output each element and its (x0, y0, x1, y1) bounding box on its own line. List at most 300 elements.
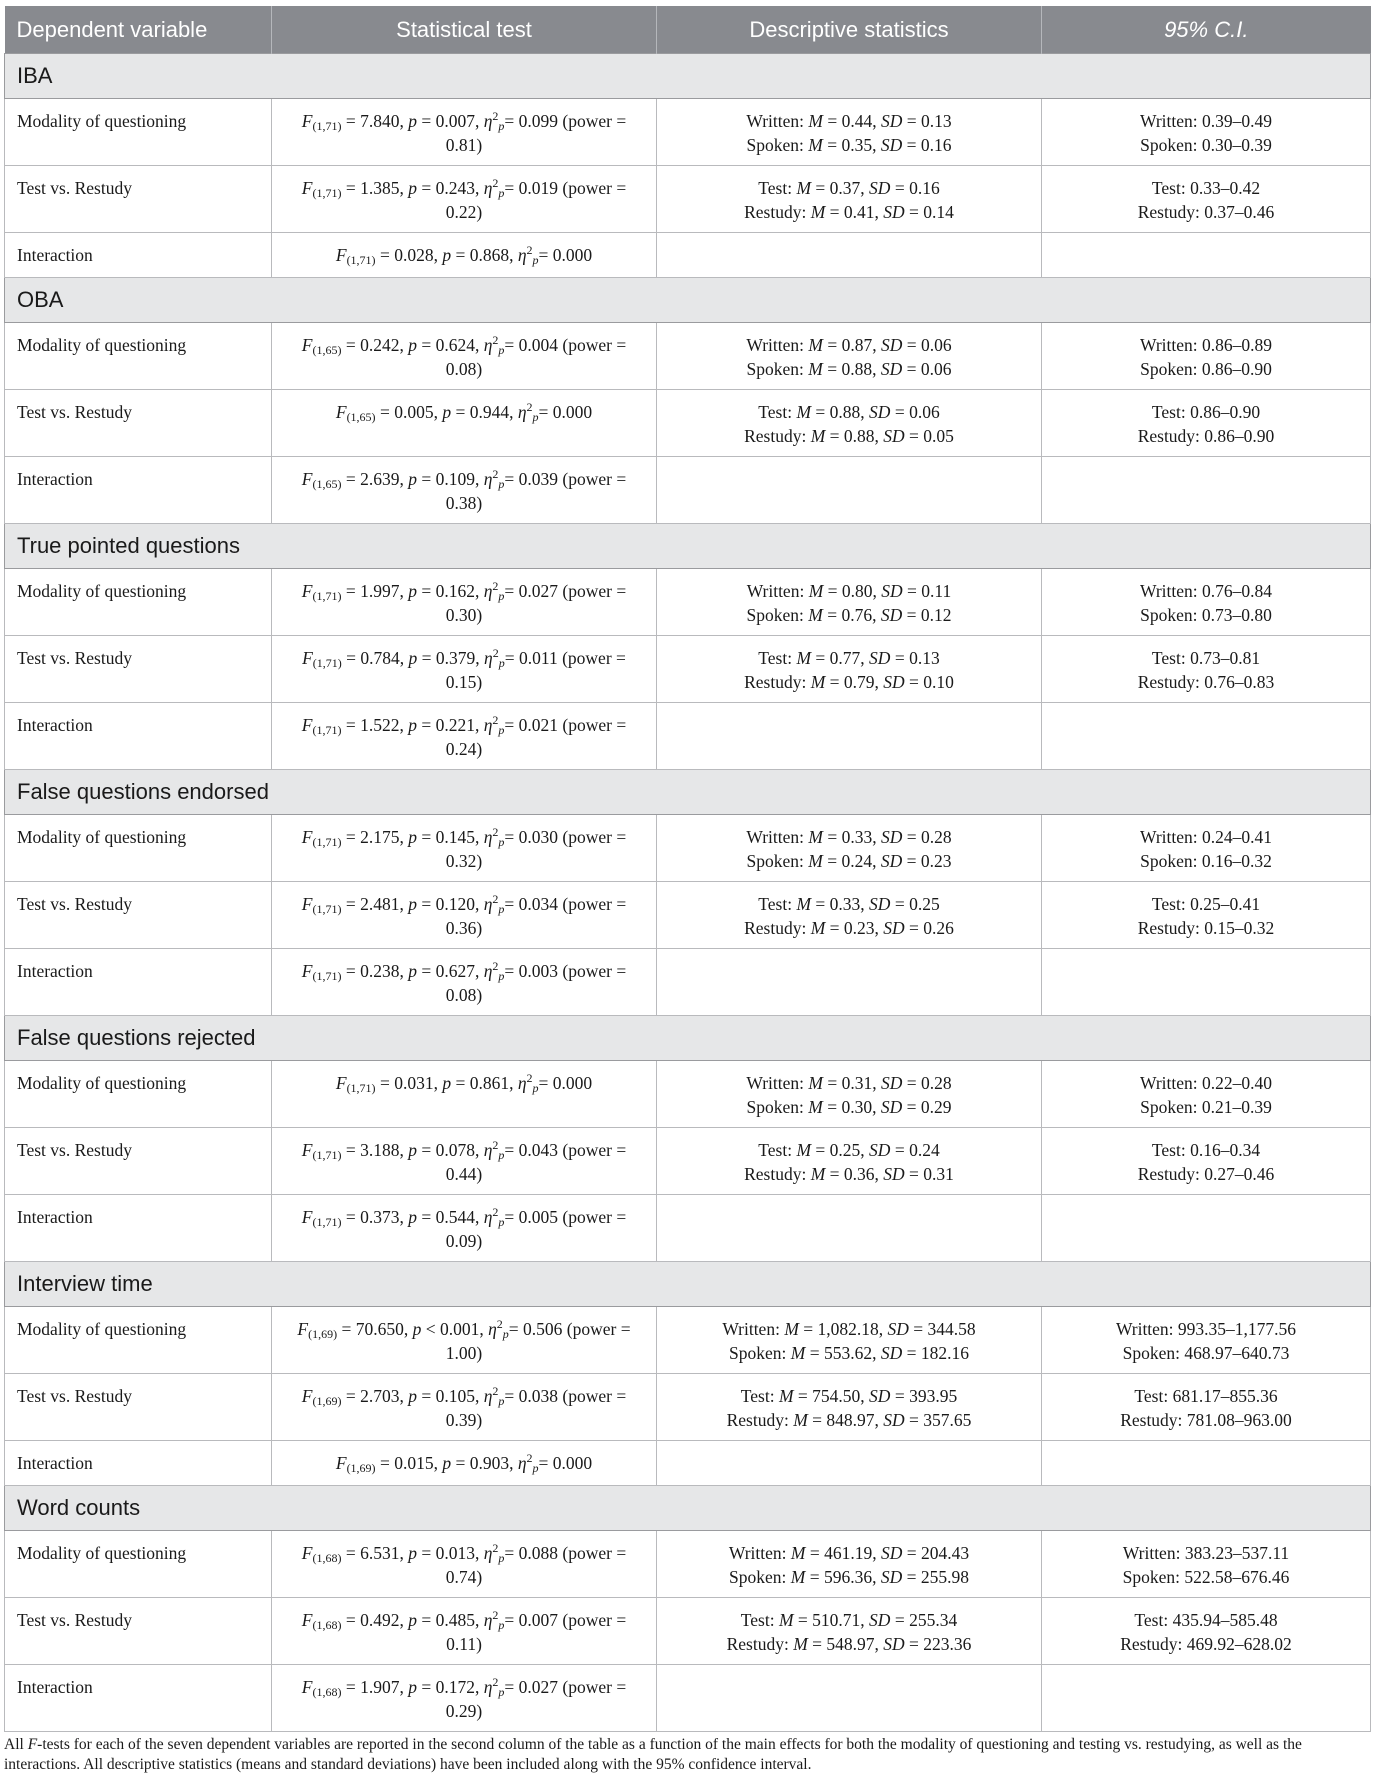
section-row (5, 524, 1371, 569)
p-operator: = (455, 402, 466, 422)
confidence-interval-cell (1042, 636, 1371, 703)
mean-value: 0.77 (829, 648, 861, 668)
f-value: 0.784 (360, 648, 400, 668)
p-operator: = (421, 111, 432, 131)
f-symbol: F (301, 827, 313, 847)
group-name: Test (758, 894, 788, 914)
table-row (5, 1307, 1371, 1374)
statistical-test-cell: $F_{(1,71)} = 0.031$, p = 0.861, $\eta^2_p= 0.000$ (272, 1061, 657, 1128)
eta-value: 0.007 (518, 1610, 559, 1630)
f-symbol: F (301, 961, 313, 981)
f-value: 3.188 (360, 1140, 400, 1160)
p-symbol: p (442, 245, 452, 265)
ci-line: Restudy: 0.15–0.32 (1137, 918, 1275, 938)
group-name: Spoken (746, 605, 800, 625)
section-title: True pointed questions (5, 524, 1371, 569)
p-operator: = (421, 1386, 432, 1406)
mean-value: 0.30 (841, 1097, 873, 1117)
p-operator: = (421, 961, 432, 981)
group-name: Written (728, 1543, 782, 1563)
m-symbol: M (778, 1610, 794, 1630)
descriptive-statistics-cell (657, 569, 1042, 636)
header-descriptive-statistics: Descriptive statistics (657, 6, 1042, 54)
p-value: 0.544 (435, 1207, 475, 1227)
group-name: Test (758, 1140, 788, 1160)
degrees-of-freedom: (1,71) (312, 589, 342, 603)
sd-value: 0.06 (909, 402, 940, 422)
descriptive-statistics-cell (657, 1531, 1042, 1598)
row-label: Modality of questioning (5, 569, 272, 636)
descriptive-line: Test: M = 0.77, SD = 0.13 (758, 648, 940, 668)
power-value: 0.74 (445, 1567, 477, 1587)
power-value: 0.08 (445, 985, 477, 1005)
confidence-interval-cell (1042, 1128, 1371, 1195)
confidence-interval-cell (1042, 1598, 1371, 1665)
m-symbol: M (808, 827, 823, 847)
group-name: Spoken (746, 135, 800, 155)
eta-symbol: $\eta^2_p$ (483, 1541, 505, 1565)
descriptive-line: Spoken: M = 553.62, SD = 182.16 (729, 1343, 969, 1363)
eta-symbol: $\eta^2_p$ (483, 959, 505, 983)
ci-line: Written: 383.23–537.11 (1122, 1543, 1290, 1563)
header-statistical-test: Statistical test (272, 6, 657, 54)
section-row (5, 54, 1371, 99)
statistical-test-cell: $F_{(1,68)} = 6.531$, p = 0.013, $\eta^2_p= 0.088$ (power = 0.74) (272, 1531, 657, 1598)
m-symbol: M (796, 402, 812, 422)
eta-value: 0.506 (523, 1319, 563, 1339)
table-row (5, 390, 1371, 457)
group-name: Test (740, 1386, 770, 1406)
ci-line: Written: 993.35–1,177.56 (1115, 1319, 1297, 1339)
p-value: 0.624 (435, 335, 475, 355)
group-name: Written (746, 827, 800, 847)
group-name: Spoken (746, 1097, 800, 1117)
power-value: 0.29 (445, 1701, 477, 1721)
f-value: 0.373 (360, 1207, 400, 1227)
row-label: Interaction (5, 1195, 272, 1262)
power-value: 0.24 (445, 739, 477, 759)
p-value: 0.944 (469, 402, 510, 422)
p-value: 0.078 (435, 1140, 475, 1160)
descriptive-statistics-cell (657, 1374, 1042, 1441)
statistical-test-cell: $F_{(1,71)} = 2.481$, p = 0.120, $\eta^2_p= 0.034$ (power = 0.36) (272, 882, 657, 949)
descriptive-line: Restudy: M = 0.41, SD = 0.14 (744, 202, 954, 222)
p-value: 0.109 (435, 469, 475, 489)
ci-line: Spoken: 522.58–676.46 (1122, 1567, 1290, 1587)
descriptive-line: Written: M = 1,082.18, SD = 344.58 (722, 1319, 976, 1339)
descriptive-line: Restudy: M = 0.36, SD = 0.31 (744, 1164, 954, 1184)
p-value: 0.627 (435, 961, 475, 981)
p-operator: = (421, 469, 432, 489)
p-value: 0.001 (439, 1319, 480, 1339)
sd-symbol: SD (880, 135, 903, 155)
eta-value: 0.039 (518, 469, 559, 489)
p-value: 0.243 (435, 178, 475, 198)
descriptive-statistics-cell (657, 390, 1042, 457)
descriptive-statistics-cell (657, 1128, 1042, 1195)
m-symbol: M (808, 111, 823, 131)
footnote-text: -tests for each of the seven dependent variables are reported in the second column of the table as a function of the main effects for both the modality of questioning and testing vs. restudying, as well as the interactions. All descriptive statistics (means and standard deviations) have been included along with the 95% confidence interval. (4, 1736, 1302, 1773)
descriptive-line: Test: M = 0.33, SD = 0.25 (758, 894, 940, 914)
m-symbol: M (808, 851, 823, 871)
statistical-test-cell: $F_{(1,65)} = 0.242$, p = 0.624, $\eta^2_p= 0.004$ (power = 0.08) (272, 323, 657, 390)
eta-symbol: $\eta^2_p$ (483, 713, 505, 737)
p-operator: = (421, 335, 432, 355)
section-row (5, 1016, 1371, 1061)
sd-value: 223.36 (923, 1634, 972, 1654)
mean-value: 0.36 (843, 1164, 875, 1184)
ci-line: Spoken: 0.86–0.90 (1140, 359, 1272, 379)
row-label: Interaction (5, 1665, 272, 1732)
m-symbol: M (784, 1319, 799, 1339)
sd-value: 0.10 (923, 672, 954, 692)
p-symbol: p (408, 648, 418, 668)
degrees-of-freedom: (1,71) (312, 969, 342, 983)
f-symbol: F (301, 1677, 313, 1697)
descriptive-line: Restudy: M = 0.23, SD = 0.26 (744, 918, 954, 938)
m-symbol: M (810, 426, 826, 446)
ci-line: Restudy: 0.76–0.83 (1137, 672, 1275, 692)
sd-value: 344.58 (927, 1319, 976, 1339)
header-row (5, 6, 1371, 54)
degrees-of-freedom: (1,71) (312, 902, 342, 916)
descriptive-statistics-cell (657, 323, 1042, 390)
eta-value: 0.000 (552, 1453, 593, 1473)
sd-value: 0.13 (920, 111, 952, 131)
f-value: 0.015 (394, 1453, 434, 1473)
m-symbol: M (810, 672, 826, 692)
descriptive-statistics-cell (657, 1441, 1042, 1486)
eta-value: 0.034 (518, 894, 559, 914)
statistical-test-cell: $F_{(1,69)} = 0.015$, p = 0.903, $\eta^2_p= 0.000$ (272, 1441, 657, 1486)
p-symbol: p (408, 581, 417, 601)
degrees-of-freedom: (1,71) (312, 656, 342, 670)
eta-symbol: $\eta^2_p$ (483, 176, 505, 200)
ci-line: Test: 681.17–855.36 (1134, 1386, 1278, 1406)
confidence-interval-cell (1042, 815, 1371, 882)
eta-value: 0.003 (518, 961, 559, 981)
table-row (5, 882, 1371, 949)
descriptive-line: Spoken: M = 596.36, SD = 255.98 (729, 1567, 969, 1587)
eta-value: 0.000 (552, 245, 593, 265)
f-value: 0.005 (394, 402, 434, 422)
m-symbol: M (793, 1410, 808, 1430)
sd-value: 0.24 (909, 1140, 940, 1160)
descriptive-statistics-cell (657, 1195, 1042, 1262)
descriptive-line: Test: M = 754.50, SD = 393.95 (740, 1386, 958, 1406)
m-symbol: M (808, 1073, 823, 1093)
row-label: Modality of questioning (5, 1531, 272, 1598)
descriptive-line: Written: M = 461.19, SD = 204.43 (728, 1543, 970, 1563)
sd-value: 0.25 (909, 894, 940, 914)
sd-value: 0.14 (923, 202, 954, 222)
p-operator: = (421, 1543, 432, 1563)
f-value: 1.522 (360, 715, 400, 735)
table-row (5, 1665, 1371, 1732)
sd-symbol: SD (883, 672, 905, 692)
eta-symbol: $\eta^2_p$ (483, 825, 505, 849)
f-symbol: F (301, 469, 313, 489)
table-row (5, 1128, 1371, 1195)
group-name: Restudy (726, 1410, 784, 1430)
degrees-of-freedom: (1,68) (312, 1618, 342, 1632)
power-value: 0.38 (445, 493, 477, 513)
ci-line: Spoken: 0.16–0.32 (1140, 851, 1272, 871)
mean-value: 1,082.18 (817, 1319, 879, 1339)
p-value: 0.221 (435, 715, 475, 735)
p-value: 0.868 (469, 245, 510, 265)
degrees-of-freedom: (1,65) (346, 410, 376, 424)
sd-symbol: SD (869, 178, 891, 198)
descriptive-line: Spoken: M = 0.88, SD = 0.06 (746, 359, 952, 379)
group-name: Restudy (744, 672, 802, 692)
row-label: Test vs. Restudy (5, 1128, 272, 1195)
descriptive-statistics-cell (657, 166, 1042, 233)
table-row (5, 815, 1371, 882)
descriptive-line: Written: M = 0.80, SD = 0.11 (746, 581, 952, 601)
degrees-of-freedom: (1,71) (346, 1081, 376, 1095)
eta-symbol: $\eta^2_p$ (517, 1451, 539, 1475)
descriptive-line: Test: M = 510.71, SD = 255.34 (740, 1610, 958, 1630)
sd-value: 0.28 (920, 827, 952, 847)
p-value: 0.162 (435, 581, 475, 601)
row-label: Interaction (5, 457, 272, 524)
mean-value: 0.33 (829, 894, 861, 914)
table-row (5, 323, 1371, 390)
mean-value: 0.87 (841, 335, 873, 355)
table-header (5, 6, 1371, 54)
f-value: 0.492 (360, 1610, 400, 1630)
f-symbol: F (335, 1453, 347, 1473)
ci-line: Test: 0.73–0.81 (1151, 648, 1261, 668)
eta-symbol: $\eta^2_p$ (517, 400, 539, 424)
p-value: 0.105 (435, 1386, 475, 1406)
p-operator: = (421, 1140, 432, 1160)
eta-value: 0.088 (518, 1543, 559, 1563)
sd-value: 357.65 (923, 1410, 972, 1430)
group-name: Written (746, 581, 800, 601)
table-row (5, 569, 1371, 636)
m-symbol: M (790, 1543, 806, 1563)
f-symbol: F (335, 402, 347, 422)
group-name: Spoken (729, 1567, 782, 1587)
row-label: Test vs. Restudy (5, 166, 272, 233)
confidence-interval-cell (1042, 166, 1371, 233)
statistical-test-cell: $F_{(1,71)} = 0.784$, p = 0.379, $\eta^2_p= 0.011$ (power = 0.15) (272, 636, 657, 703)
sd-value: 0.06 (920, 335, 952, 355)
group-name: Written (722, 1319, 776, 1339)
degrees-of-freedom: (1,71) (312, 119, 342, 133)
degrees-of-freedom: (1,71) (312, 186, 342, 200)
header-dependent-variable: Dependent variable (5, 6, 272, 54)
eta-symbol: $\eta^2_p$ (483, 109, 505, 133)
f-symbol: F (301, 178, 313, 198)
mean-value: 0.33 (841, 827, 873, 847)
confidence-interval-cell (1042, 703, 1371, 770)
statistical-test-cell: $F_{(1,71)} = 3.188$, p = 0.078, $\eta^2_p= 0.043$ (power = 0.44) (272, 1128, 657, 1195)
sd-symbol: SD (883, 918, 905, 938)
m-symbol: M (808, 335, 823, 355)
eta-value: 0.043 (518, 1140, 559, 1160)
table-row (5, 1061, 1371, 1128)
power-value: 0.30 (445, 605, 477, 625)
statistical-test-cell: $F_{(1,69)} = 2.703$, p = 0.105, $\eta^2_p= 0.038$ (power = 0.39) (272, 1374, 657, 1441)
group-name: Written (746, 335, 800, 355)
power-value: 0.15 (445, 672, 477, 692)
f-value: 1.385 (360, 178, 400, 198)
group-name: Spoken (746, 359, 800, 379)
p-symbol: p (408, 469, 417, 489)
table-row (5, 457, 1371, 524)
eta-symbol: $\eta^2_p$ (483, 1608, 505, 1632)
descriptive-line: Test: M = 0.37, SD = 0.16 (758, 178, 940, 198)
row-label: Test vs. Restudy (5, 636, 272, 703)
f-symbol: F (301, 894, 313, 914)
group-name: Restudy (744, 202, 802, 222)
degrees-of-freedom: (1,69) (312, 1394, 342, 1408)
descriptive-line: Written: M = 0.44, SD = 0.13 (746, 111, 952, 131)
statistical-test-cell: $F_{(1,69)} = 70.650$, p < 0.001, $\eta^2_p= 0.506$ (power = 1.00) (272, 1307, 657, 1374)
p-operator: < (425, 1319, 436, 1339)
descriptive-line: Spoken: M = 0.76, SD = 0.12 (746, 605, 952, 625)
sd-value: 0.12 (920, 605, 952, 625)
sd-symbol: SD (880, 1073, 903, 1093)
p-operator: = (421, 178, 432, 198)
descriptive-statistics-cell (657, 1665, 1042, 1732)
m-symbol: M (778, 1386, 794, 1406)
row-label: Test vs. Restudy (5, 1374, 272, 1441)
table-row (5, 636, 1371, 703)
confidence-interval-cell (1042, 457, 1371, 524)
descriptive-line: Restudy: M = 0.88, SD = 0.05 (744, 426, 954, 446)
f-symbol: F (301, 335, 313, 355)
mean-value: 461.19 (824, 1543, 873, 1563)
eta-symbol: $\eta^2_p$ (483, 579, 505, 603)
mean-value: 848.97 (826, 1410, 875, 1430)
row-label: Interaction (5, 949, 272, 1016)
descriptive-statistics-cell (657, 703, 1042, 770)
descriptive-line: Restudy: M = 0.79, SD = 0.10 (744, 672, 954, 692)
degrees-of-freedom: (1,65) (312, 343, 342, 357)
section-title: OBA (5, 278, 1371, 323)
f-value: 2.639 (360, 469, 400, 489)
sd-value: 0.06 (920, 359, 952, 379)
sd-symbol: SD (880, 827, 903, 847)
descriptive-line: Spoken: M = 0.35, SD = 0.16 (746, 135, 952, 155)
eta-value: 0.027 (518, 1677, 559, 1697)
p-symbol: p (408, 827, 417, 847)
power-value: 0.09 (445, 1231, 477, 1251)
f-value: 1.997 (360, 581, 400, 601)
group-name: Restudy (726, 1634, 784, 1654)
sd-symbol: SD (869, 648, 891, 668)
section-row (5, 1486, 1371, 1531)
f-value: 6.531 (360, 1543, 400, 1563)
p-symbol: p (442, 1453, 452, 1473)
group-name: Restudy (744, 426, 802, 446)
descriptive-line: Restudy: M = 548.97, SD = 223.36 (726, 1634, 972, 1654)
group-name: Test (758, 178, 788, 198)
p-value: 0.145 (435, 827, 475, 847)
confidence-interval-cell (1042, 1374, 1371, 1441)
sd-symbol: SD (883, 202, 905, 222)
mean-value: 0.23 (843, 918, 875, 938)
m-symbol: M (796, 894, 812, 914)
f-symbol: F (301, 1543, 313, 1563)
f-value: 2.481 (360, 894, 400, 914)
mean-value: 0.88 (829, 402, 861, 422)
row-label: Modality of questioning (5, 99, 272, 166)
statistical-test-cell: $F_{(1,71)} = 7.840$, p = 0.007, $\eta^2_p= 0.099$ (power = 0.81) (272, 99, 657, 166)
degrees-of-freedom: (1,68) (312, 1551, 342, 1565)
f-symbol: F (335, 1073, 347, 1093)
table-row (5, 949, 1371, 1016)
eta-value: 0.099 (518, 111, 559, 131)
group-name: Test (758, 402, 788, 422)
row-label: Interaction (5, 233, 272, 278)
statistical-test-cell: $F_{(1,68)} = 1.907$, p = 0.172, $\eta^2_p= 0.027$ (power = 0.29) (272, 1665, 657, 1732)
p-operator: = (421, 715, 432, 735)
group-name: Test (740, 1610, 770, 1630)
descriptive-statistics-cell (657, 636, 1042, 703)
confidence-interval-cell (1042, 1441, 1371, 1486)
p-operator: = (421, 1677, 432, 1697)
power-value: 0.32 (445, 851, 477, 871)
group-name: Written (746, 1073, 800, 1093)
f-value: 7.840 (360, 111, 400, 131)
m-symbol: M (808, 1097, 823, 1117)
mean-value: 0.24 (841, 851, 873, 871)
confidence-interval-cell (1042, 99, 1371, 166)
eta-value: 0.004 (518, 335, 559, 355)
p-symbol: p (408, 1386, 417, 1406)
p-symbol: p (408, 335, 417, 355)
p-value: 0.007 (435, 111, 475, 131)
mean-value: 0.76 (841, 605, 873, 625)
ci-line: Test: 435.94–585.48 (1134, 1610, 1278, 1630)
eta-value: 0.027 (518, 581, 559, 601)
m-symbol: M (808, 135, 823, 155)
sd-symbol: SD (869, 1386, 891, 1406)
descriptive-line: Test: M = 0.88, SD = 0.06 (758, 402, 940, 422)
sd-value: 0.13 (909, 648, 940, 668)
f-symbol: F (301, 1140, 313, 1160)
statistical-test-cell: $F_{(1,71)} = 1.997$, p = 0.162, $\eta^2_p= 0.027$ (power = 0.30) (272, 569, 657, 636)
row-label: Interaction (5, 1441, 272, 1486)
statistical-test-cell: $F_{(1,71)} = 2.175$, p = 0.145, $\eta^2_p= 0.030$ (power = 0.32) (272, 815, 657, 882)
group-name: Restudy (744, 1164, 802, 1184)
degrees-of-freedom: (1,69) (308, 1327, 338, 1341)
table-row (5, 703, 1371, 770)
statistical-test-cell: $F_{(1,71)} = 1.522$, p = 0.221, $\eta^2_p= 0.021$ (power = 0.24) (272, 703, 657, 770)
eta-symbol: $\eta^2_p$ (483, 1675, 505, 1699)
p-value: 0.379 (435, 648, 476, 668)
sd-value: 0.26 (923, 918, 954, 938)
f-symbol: F (335, 245, 347, 265)
sd-symbol: SD (869, 1140, 891, 1160)
section-title: False questions endorsed (5, 770, 1371, 815)
sd-symbol: SD (880, 359, 903, 379)
descriptive-statistics-cell (657, 949, 1042, 1016)
power-value: 0.44 (445, 1164, 477, 1184)
ci-line: Spoken: 0.30–0.39 (1140, 135, 1272, 155)
f-value: 2.703 (360, 1386, 400, 1406)
degrees-of-freedom: (1,71) (312, 1215, 342, 1229)
sd-value: 0.23 (920, 851, 952, 871)
p-operator: = (421, 827, 432, 847)
confidence-interval-cell (1042, 949, 1371, 1016)
sd-symbol: SD (880, 1343, 903, 1363)
